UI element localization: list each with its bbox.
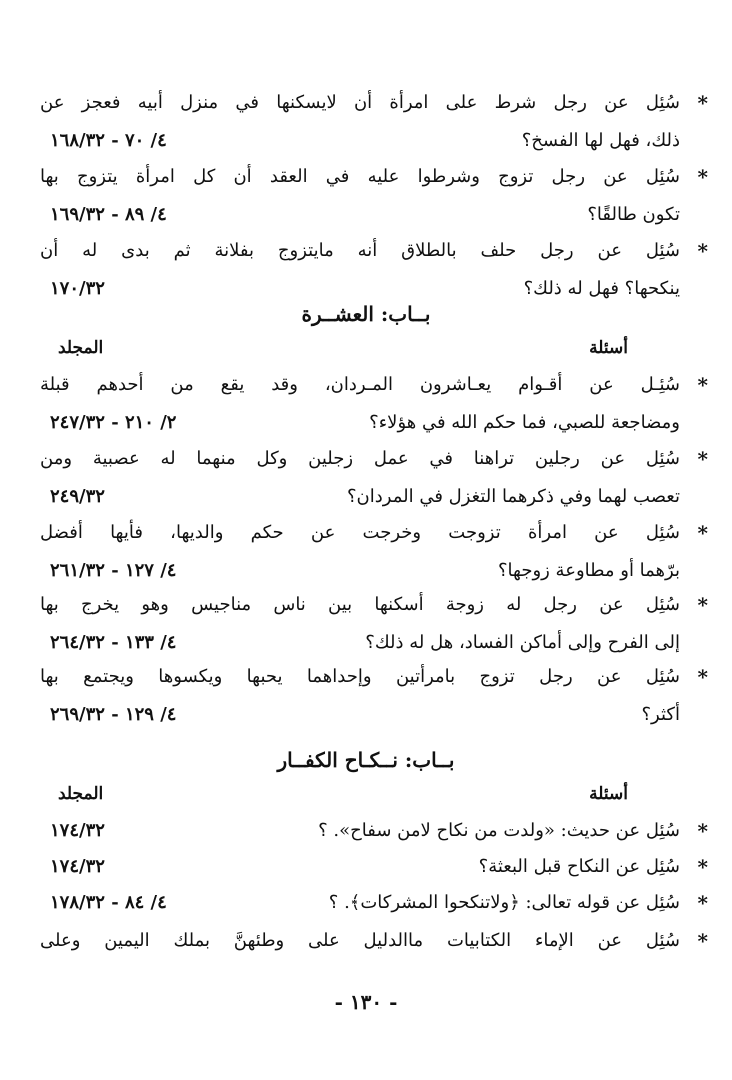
column-header-volume: المجلد xyxy=(58,338,104,358)
question-text: ينكحها؟ فهل له ذلك؟ xyxy=(523,278,680,299)
question-text: سُئِـل عن أقـوام يعـاشرون المـردان، وقد يقع من أحدهم قبلة xyxy=(40,374,680,395)
bullet-star: * xyxy=(697,239,708,263)
bullet-star: * xyxy=(697,447,708,471)
question-text: سُئِل عن رجل تزوج وشرطوا عليه في العقد أن كل امرأة يتزوج بها xyxy=(40,166,680,187)
question-entry xyxy=(40,514,708,590)
question-text: سُئِل عن رجلين تراهنا في عمل زجلين وكل منهما له عصبية ومن xyxy=(40,448,680,469)
bullet-star: * xyxy=(697,665,708,689)
question-entry xyxy=(40,884,708,922)
bullet-star: * xyxy=(697,891,708,915)
question-text: سُئِل عن الإماء الكتابيات ماالدليل على وطئهنَّ بملك اليمين وعلى xyxy=(40,930,680,951)
question-entry xyxy=(40,922,708,960)
question-entry xyxy=(40,232,708,308)
column-header-volume: المجلد xyxy=(58,784,104,804)
question-text: تعصب لهما وفي ذكرهما التغزل في المردان؟ xyxy=(346,486,680,507)
volume-reference: ٢٤٩/٣٢ xyxy=(50,486,105,507)
question-entry xyxy=(40,812,708,850)
chapter-heading: بــاب: العشــرة xyxy=(301,302,431,326)
volume-reference: ٤/ ١٢٧ - ٢٦١/٣٢ xyxy=(50,560,177,581)
bullet-star: * xyxy=(697,819,708,843)
question-entry xyxy=(40,84,708,160)
bullet-star: * xyxy=(697,91,708,115)
question-entry xyxy=(40,366,708,442)
volume-reference: ١٧٤/٣٢ xyxy=(50,856,105,877)
bullet-star: * xyxy=(697,855,708,879)
question-entry xyxy=(40,658,708,734)
volume-reference: ١٧٤/٣٢ xyxy=(50,820,105,841)
question-text: سُئِل عن حديث: «ولدت من نكاح لامن سفاح». ؟ xyxy=(318,820,680,841)
volume-reference: ٤/ ١٢٩ - ٢٦٩/٣٢ xyxy=(50,704,177,725)
question-text: سُئِل عن النكاح قبل البعثة؟ xyxy=(478,856,680,877)
question-text: سُئِل عن رجل تزوج بامرأتين وإحداهما يحبها ويكسوها ويجتمع بها xyxy=(40,666,680,687)
bullet-star: * xyxy=(697,521,708,545)
page-number: - ١٣٠ - xyxy=(334,990,398,1014)
question-text: أكثر؟ xyxy=(641,704,680,725)
question-text: إلى الفرح وإلى أماكن الفساد، هل له ذلك؟ xyxy=(365,632,680,653)
volume-reference: ٢/ ٢١٠ - ٢٤٧/٣٢ xyxy=(50,412,177,433)
question-text: ذلك، فهل لها الفسخ؟ xyxy=(521,130,680,151)
volume-reference: ٤/ ٧٠ - ١٦٨/٣٢ xyxy=(50,130,167,151)
volume-reference: ٤/ ٨٩ - ١٦٩/٣٢ xyxy=(50,204,167,225)
question-text: تكون طالقًا؟ xyxy=(587,204,680,225)
chapter-heading: بــاب: نــكـاح الكفــار xyxy=(277,748,455,772)
bullet-star: * xyxy=(697,593,708,617)
volume-reference: ٤/ ٨٤ - ١٧٨/٣٢ xyxy=(50,892,167,913)
question-entry xyxy=(40,586,708,662)
question-entry xyxy=(40,848,708,886)
question-text: ومضاجعة للصبي، فما حكم الله في هؤلاء؟ xyxy=(369,412,680,433)
question-text: برّهما أو مطاوعة زوجها؟ xyxy=(497,560,680,581)
question-text: سُئِل عن رجل له زوجة أسكنها بين ناس مناجيس وهو يخرج بها xyxy=(40,594,680,615)
column-header-questions: أسئلة xyxy=(589,338,628,358)
question-text: سُئِل عن رجل حلف بالطلاق أنه مايتزوج بفلانة ثم بدى له أن xyxy=(40,240,680,261)
bullet-star: * xyxy=(697,165,708,189)
volume-reference: ٤/ ١٣٣ - ٢٦٤/٣٢ xyxy=(50,632,177,653)
question-entry xyxy=(40,158,708,234)
volume-reference: ١٧٠/٣٢ xyxy=(50,278,105,299)
question-text: سُئِل عن قوله تعالى: ﴿ولاتنكحوا المشركات﴾. ؟ xyxy=(328,892,680,913)
question-entry xyxy=(40,440,708,516)
column-header-questions: أسئلة xyxy=(589,784,628,804)
question-text: سُئِل عن رجل شرط على امرأة أن لايسكنها في منزل أبيه فعجز عن xyxy=(40,92,680,113)
question-text: سُئِل عن امرأة تزوجت وخرجت عن حكم والديها، فأيها أفضل xyxy=(40,522,680,543)
bullet-star: * xyxy=(697,373,708,397)
bullet-star: * xyxy=(697,929,708,953)
